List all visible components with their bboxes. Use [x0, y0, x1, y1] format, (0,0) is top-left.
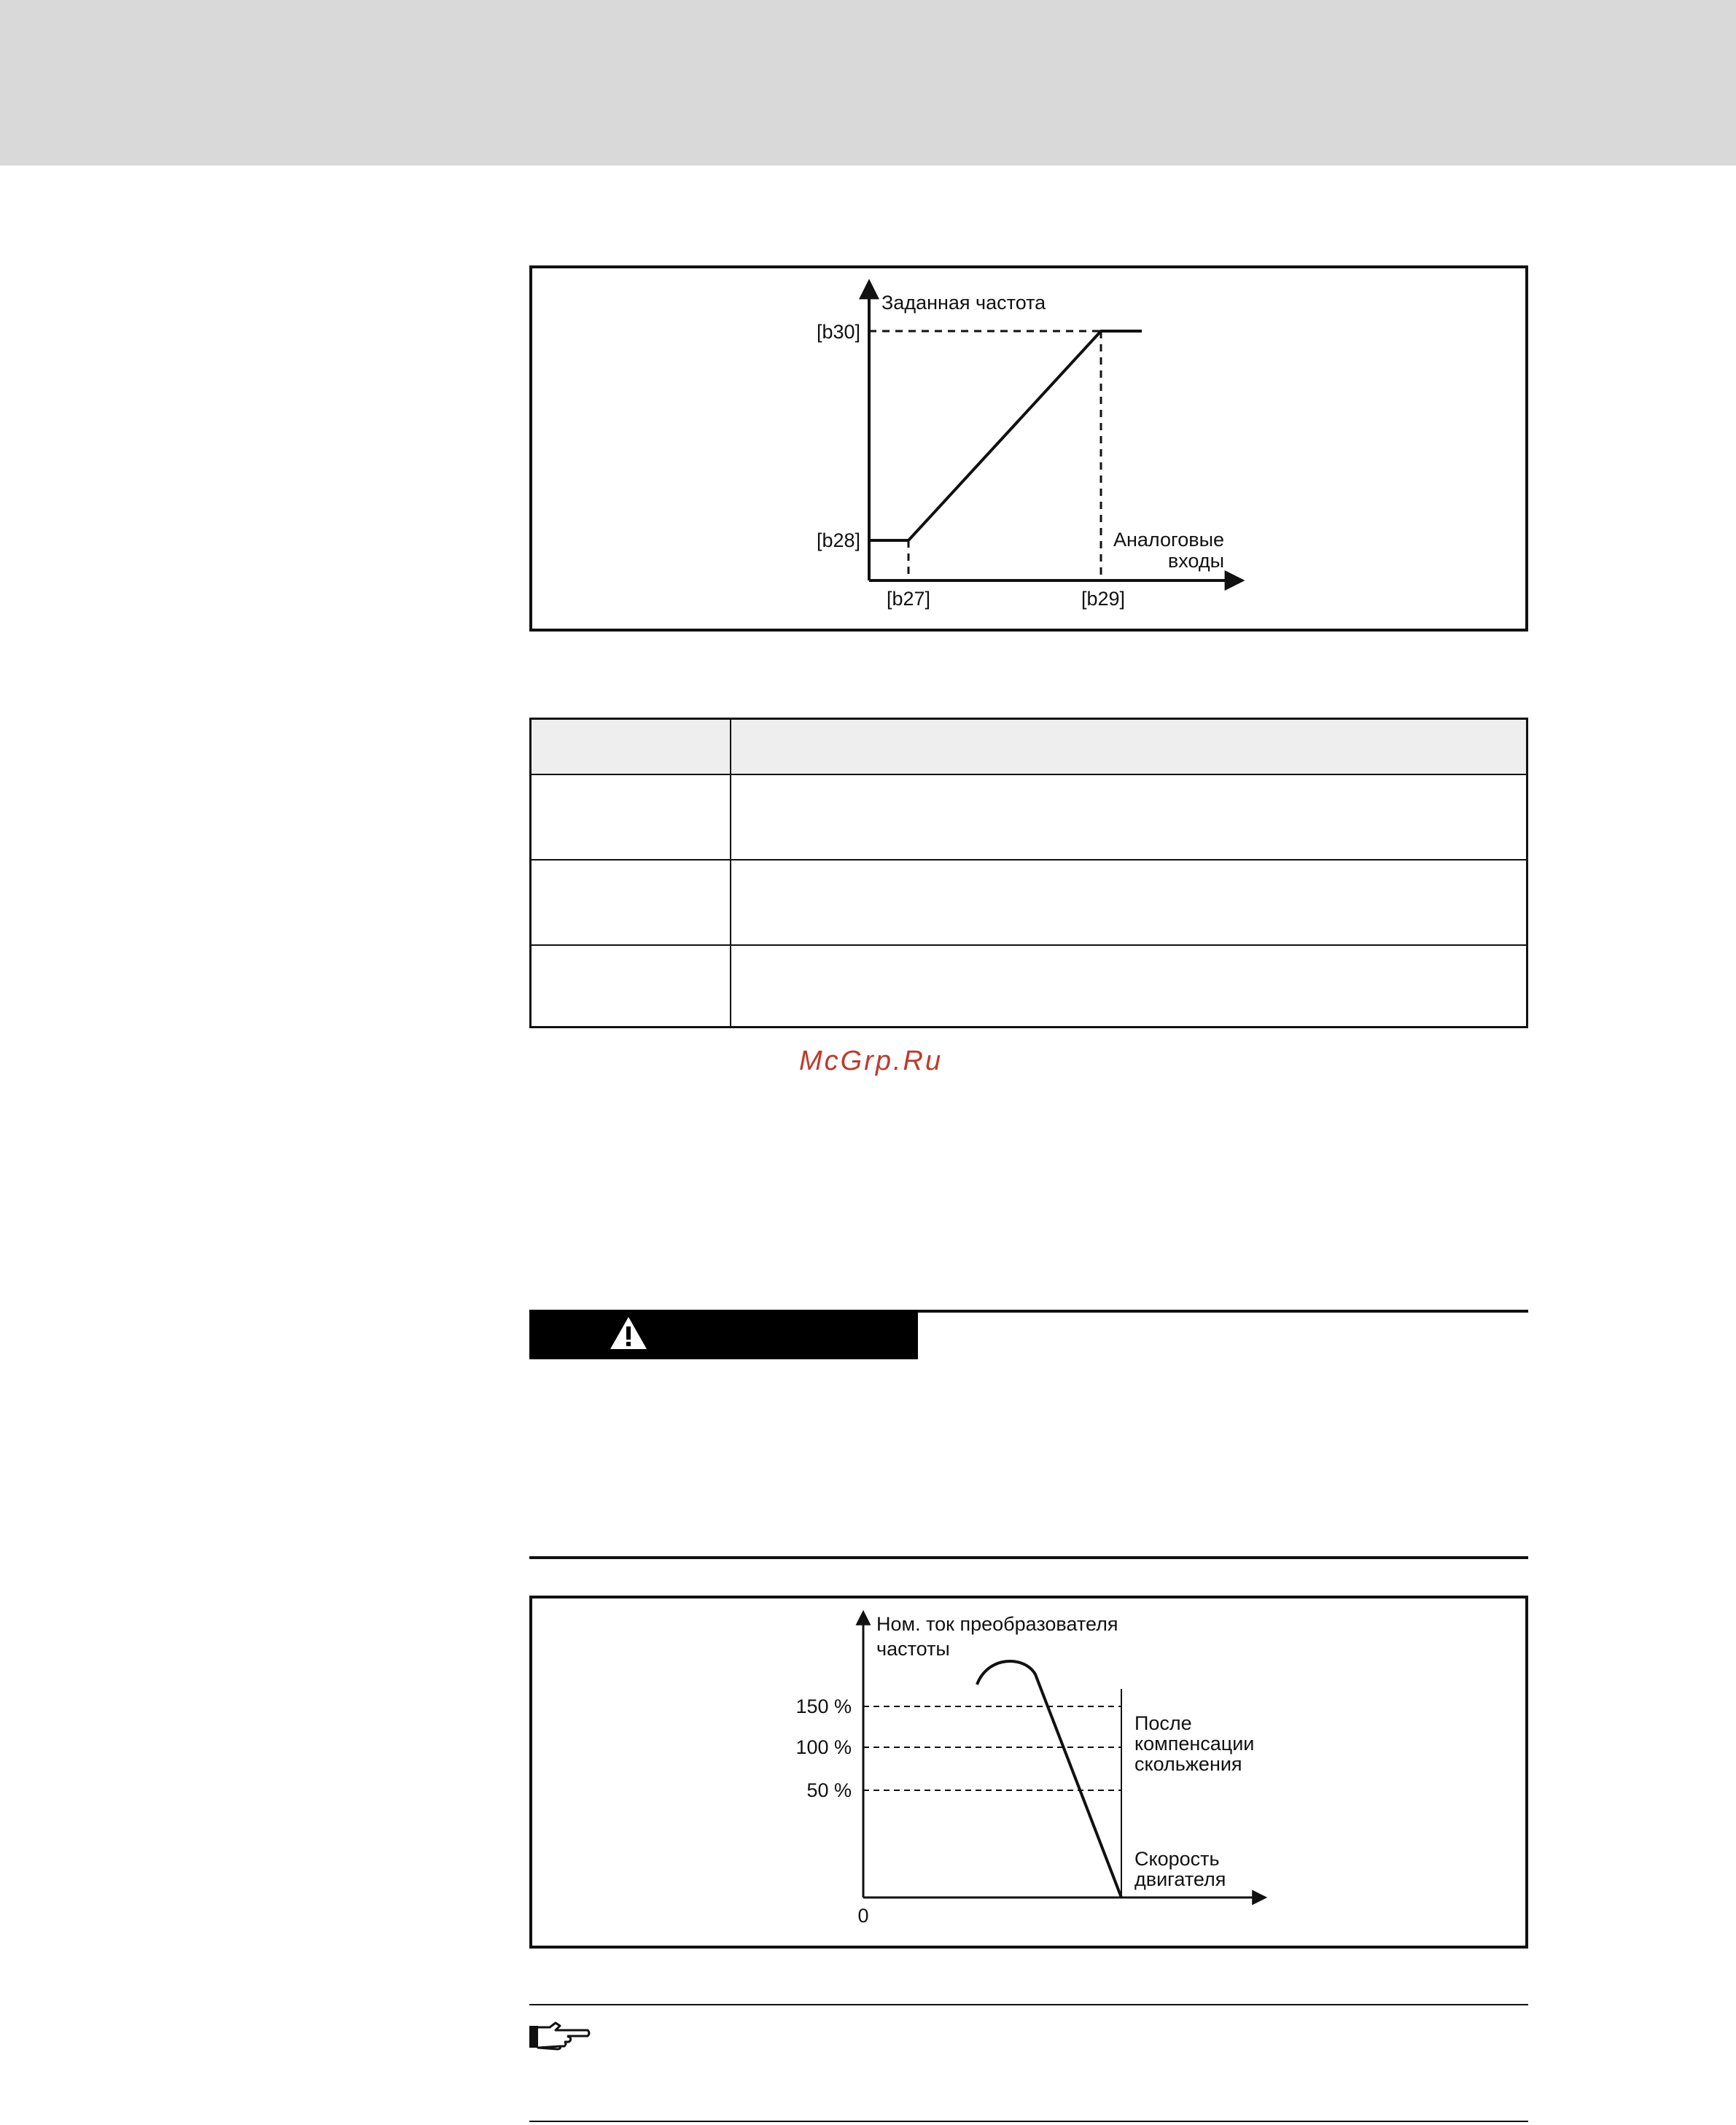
y-axis-label: Заданная частота [881, 292, 1046, 314]
warning-bottom-rule [529, 1556, 1528, 1559]
y-axis-label-line1: Ном. ток преобразователя [876, 1613, 1118, 1635]
tick-b29: [b29] [1081, 588, 1126, 610]
watermark: McGrp.Ru [799, 1046, 943, 1076]
x-axis-label-line1: Скорость [1134, 1848, 1220, 1870]
annotation-line3: скольжения [1134, 1753, 1242, 1775]
warning-label-bar [529, 1310, 918, 1359]
note-top-rule [529, 2004, 1528, 2005]
annotation-line2: компенсации [1134, 1733, 1255, 1755]
table-header-row [532, 720, 1526, 775]
tick-b28: [b28] [816, 529, 860, 551]
table-column-divider [730, 720, 731, 1026]
note-bottom-rule [529, 2121, 1528, 2122]
origin-label: 0 [857, 1905, 869, 1927]
pointing-hand-icon [528, 2020, 591, 2052]
table-row [532, 861, 1526, 946]
frequency-setpoint-figure [529, 265, 1528, 632]
tick-150: 150 % [795, 1695, 852, 1717]
frequency-setpoint-diagram [532, 268, 1525, 629]
tick-b30: [b30] [816, 321, 860, 343]
slip-compensation-figure [529, 1596, 1528, 1949]
tick-b27: [b27] [886, 588, 931, 610]
table-row [532, 946, 1526, 1030]
tick-100: 100 % [795, 1736, 852, 1758]
annotation-line1: После [1134, 1712, 1192, 1734]
warning-triangle-icon [608, 1314, 649, 1352]
x-axis-label-line2: двигателя [1134, 1868, 1226, 1890]
torque-curve [977, 1661, 1121, 1897]
table-row [532, 775, 1526, 861]
tick-50: 50 % [806, 1779, 852, 1801]
x-axis-label-line1: Аналоговые [1113, 529, 1224, 551]
y-axis-label-line2: частоты [876, 1638, 950, 1660]
x-axis-label-line2: входы [1167, 550, 1224, 572]
parameter-table [529, 718, 1528, 1028]
page-header-band [0, 0, 1736, 166]
slip-compensation-diagram [532, 1598, 1525, 1946]
